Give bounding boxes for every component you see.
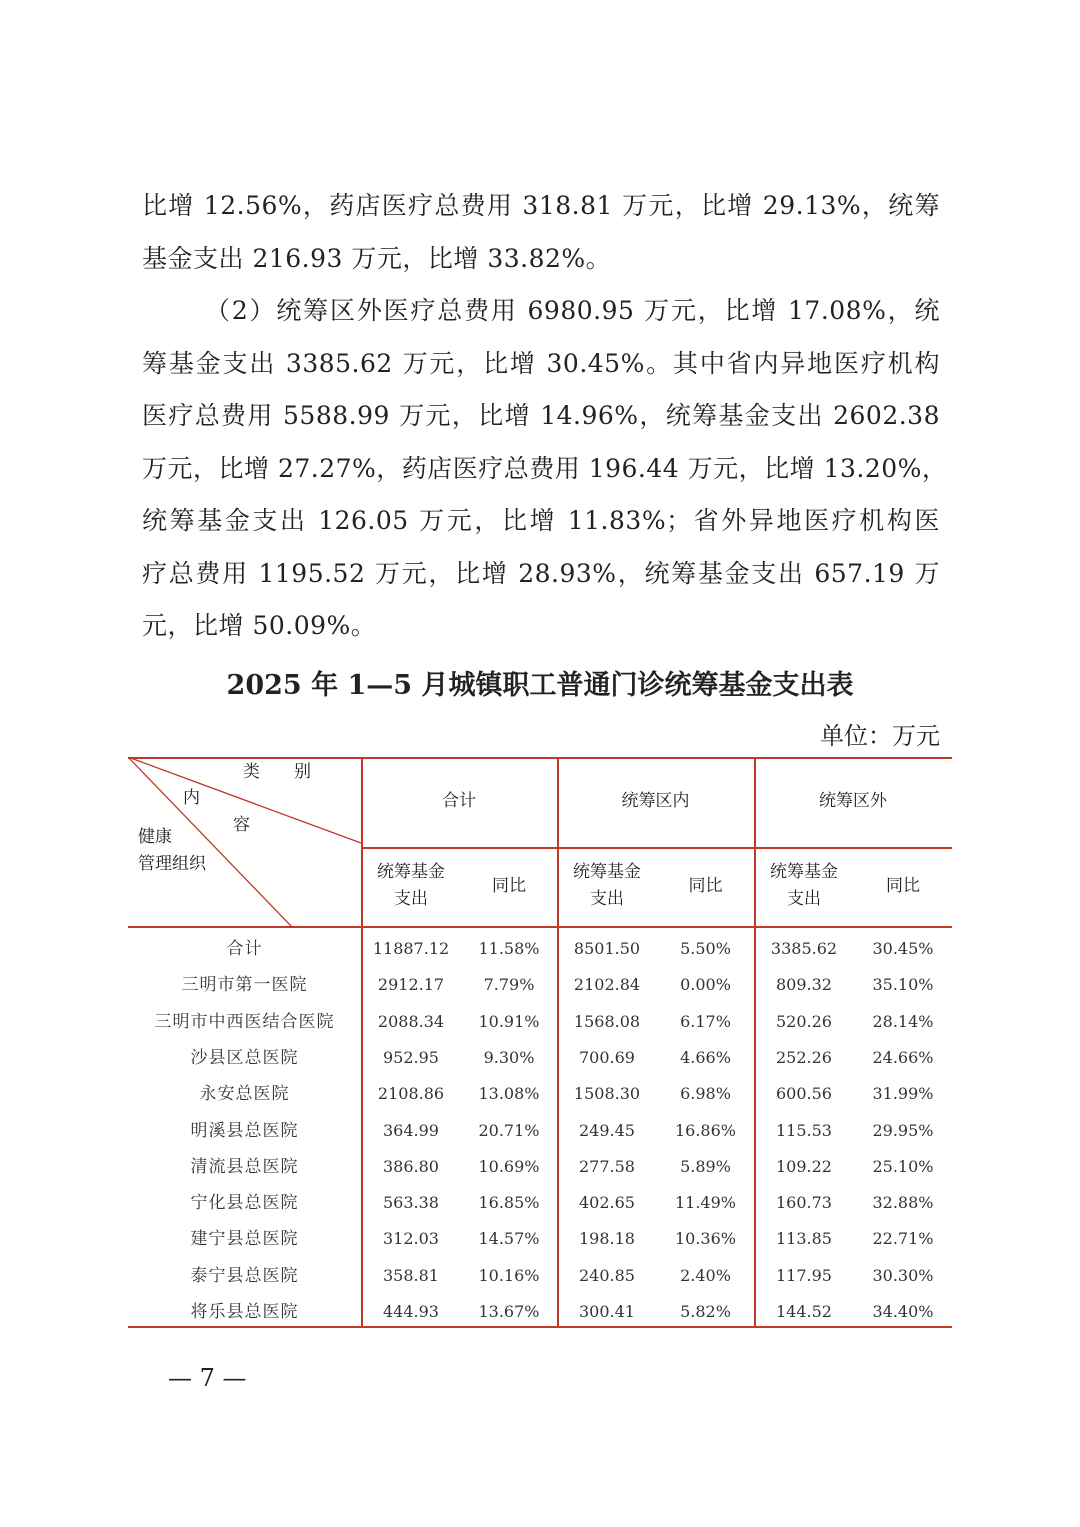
table-title: 2025 年 1—5 月城镇职工普通门诊统筹基金支出表 bbox=[226, 670, 854, 701]
value-cell: 3385.62 bbox=[770, 939, 838, 958]
value-cell: 14.57% bbox=[478, 1229, 540, 1249]
value-cell: 198.18 bbox=[579, 1229, 635, 1249]
value-cell: 10.16% bbox=[478, 1265, 540, 1285]
fund-header-line2: 支出 bbox=[787, 889, 821, 909]
value-cell: 34.40% bbox=[872, 1302, 934, 1321]
value-cell: 35.10% bbox=[872, 975, 934, 995]
yoy-header: 同比 bbox=[886, 876, 920, 896]
value-cell: 10.69% bbox=[478, 1156, 540, 1176]
value-cell: 25.10% bbox=[872, 1156, 934, 1176]
fund-header-line1: 统筹基金 bbox=[770, 862, 838, 882]
value-cell: 809.32 bbox=[776, 975, 832, 995]
fund-header-line2: 支出 bbox=[394, 889, 428, 909]
org-name-cell: 三明市第一医院 bbox=[181, 975, 308, 996]
value-cell: 249.45 bbox=[579, 1120, 635, 1140]
yoy-header: 同比 bbox=[688, 876, 723, 896]
header-divider bbox=[361, 847, 952, 849]
value-cell: 29.95% bbox=[872, 1120, 934, 1140]
value-cell: 240.85 bbox=[579, 1265, 635, 1285]
unit-label: 单位：万元 bbox=[820, 722, 940, 750]
corner-content-2: 容 bbox=[233, 815, 250, 835]
value-cell: 5.82% bbox=[680, 1302, 731, 1321]
paragraph-line: 统筹基金支出 126.05 万元，比增 11.83%；省外异地医疗机构医 bbox=[142, 506, 940, 535]
value-cell: 144.52 bbox=[776, 1302, 832, 1321]
value-cell: 11887.12 bbox=[372, 939, 450, 958]
value-cell: 444.93 bbox=[383, 1302, 439, 1321]
group-header: 统筹区内 bbox=[621, 791, 690, 811]
paragraph-line: 筹基金支出 3385.62 万元，比增 30.45%。其中省内异地医疗机构 bbox=[142, 348, 940, 378]
yoy-header: 同比 bbox=[492, 876, 526, 896]
paragraph-line: 医疗总费用 5588.99 万元，比增 14.96%，统筹基金支出 2602.38 bbox=[142, 401, 940, 430]
org-name-cell: 将乐县总医院 bbox=[190, 1302, 299, 1322]
org-name-cell: 宁化县总医院 bbox=[190, 1193, 299, 1214]
value-cell: 28.14% bbox=[872, 1011, 934, 1031]
org-name-cell: 明溪县总医院 bbox=[190, 1120, 299, 1141]
value-cell: 252.26 bbox=[776, 1047, 832, 1067]
value-cell: 16.86% bbox=[674, 1120, 736, 1140]
header-bottom-rule bbox=[128, 926, 952, 928]
org-name-cell: 三明市中西医结合医院 bbox=[154, 1011, 335, 1032]
org-name-cell: 清流县总医院 bbox=[190, 1156, 299, 1177]
value-cell: 2108.86 bbox=[377, 1084, 445, 1104]
value-cell: 0.00% bbox=[680, 975, 731, 995]
value-cell: 16.85% bbox=[478, 1193, 540, 1213]
value-cell: 277.58 bbox=[579, 1156, 635, 1176]
expenditure-table bbox=[128, 757, 952, 1328]
org-name-cell: 建宁县总医院 bbox=[190, 1229, 299, 1250]
paragraph-line: （2）统筹区外医疗总费用 6980.95 万元，比增 17.08%，统 bbox=[205, 296, 940, 325]
value-cell: 30.45% bbox=[872, 939, 934, 958]
value-cell: 10.91% bbox=[478, 1011, 540, 1031]
value-cell: 952.95 bbox=[383, 1047, 439, 1067]
paragraph-line: 万元，比增 27.27%，药店医疗总费用 196.44 万元，比增 13.20%， bbox=[142, 453, 948, 483]
value-cell: 1568.08 bbox=[573, 1011, 641, 1031]
value-cell: 30.30% bbox=[872, 1265, 934, 1285]
value-cell: 2088.34 bbox=[377, 1011, 445, 1031]
org-name-cell: 泰宁县总医院 bbox=[190, 1265, 299, 1286]
paragraph-line: 比增 12.56%，药店医疗总费用 318.81 万元，比增 29.13%，统筹 bbox=[142, 191, 940, 220]
value-cell: 312.03 bbox=[383, 1229, 439, 1249]
value-cell: 11.58% bbox=[478, 939, 540, 958]
group-header: 合计 bbox=[442, 791, 476, 811]
paragraph-line: 元，比增 50.09%。 bbox=[142, 611, 377, 640]
value-cell: 32.88% bbox=[872, 1193, 934, 1213]
paragraph-line: 疗总费用 1195.52 万元，比增 28.93%，统筹基金支出 657.19 万 bbox=[142, 558, 940, 588]
corner-org-1: 健康 bbox=[138, 827, 172, 847]
value-cell: 113.85 bbox=[776, 1229, 832, 1249]
value-cell: 6.98% bbox=[680, 1084, 731, 1104]
value-cell: 358.81 bbox=[383, 1265, 439, 1285]
value-cell: 11.49% bbox=[674, 1193, 736, 1213]
value-cell: 700.69 bbox=[579, 1047, 635, 1067]
value-cell: 13.67% bbox=[478, 1302, 540, 1321]
org-name-cell: 沙县区总医院 bbox=[190, 1047, 299, 1068]
value-cell: 117.95 bbox=[776, 1265, 832, 1285]
value-cell: 2102.84 bbox=[573, 975, 641, 995]
value-cell: 7.79% bbox=[483, 975, 535, 995]
value-cell: 364.99 bbox=[383, 1120, 439, 1140]
value-cell: 115.53 bbox=[776, 1120, 832, 1140]
value-cell: 13.08% bbox=[478, 1084, 540, 1104]
value-cell: 2.40% bbox=[680, 1265, 731, 1285]
org-name-cell: 合计 bbox=[226, 939, 263, 959]
value-cell: 109.22 bbox=[776, 1156, 832, 1176]
value-cell: 9.30% bbox=[483, 1047, 535, 1067]
value-cell: 2912.17 bbox=[377, 975, 445, 995]
group-header: 统筹区外 bbox=[819, 791, 887, 811]
corner-org-2: 管理组织 bbox=[138, 854, 206, 874]
corner-category: 类 别 bbox=[243, 762, 311, 782]
value-cell: 6.17% bbox=[680, 1011, 731, 1031]
value-cell: 5.50% bbox=[680, 939, 731, 958]
page-number: — 7 — bbox=[168, 1364, 247, 1392]
value-cell: 1508.30 bbox=[573, 1084, 641, 1104]
value-cell: 300.41 bbox=[579, 1302, 635, 1321]
value-cell: 5.89% bbox=[680, 1156, 731, 1176]
value-cell: 20.71% bbox=[478, 1120, 540, 1140]
paragraph-line: 基金支出 216.93 万元，比增 33.82%。 bbox=[142, 243, 612, 273]
value-cell: 31.99% bbox=[872, 1084, 934, 1104]
value-cell: 24.66% bbox=[872, 1047, 934, 1067]
value-cell: 4.66% bbox=[680, 1047, 731, 1067]
org-name-cell: 永安总医院 bbox=[199, 1084, 290, 1105]
value-cell: 22.71% bbox=[872, 1229, 934, 1249]
value-cell: 563.38 bbox=[383, 1193, 439, 1213]
fund-header-line1: 统筹基金 bbox=[573, 862, 641, 882]
value-cell: 520.26 bbox=[776, 1011, 832, 1031]
value-cell: 386.80 bbox=[383, 1156, 439, 1176]
fund-header-line1: 统筹基金 bbox=[377, 862, 445, 882]
value-cell: 402.65 bbox=[579, 1193, 635, 1213]
fund-header-line2: 支出 bbox=[590, 889, 624, 909]
value-cell: 600.56 bbox=[776, 1084, 832, 1104]
value-cell: 160.73 bbox=[776, 1193, 832, 1213]
value-cell: 10.36% bbox=[674, 1229, 736, 1249]
value-cell: 8501.50 bbox=[573, 939, 641, 958]
corner-content-1: 内 bbox=[183, 788, 200, 808]
